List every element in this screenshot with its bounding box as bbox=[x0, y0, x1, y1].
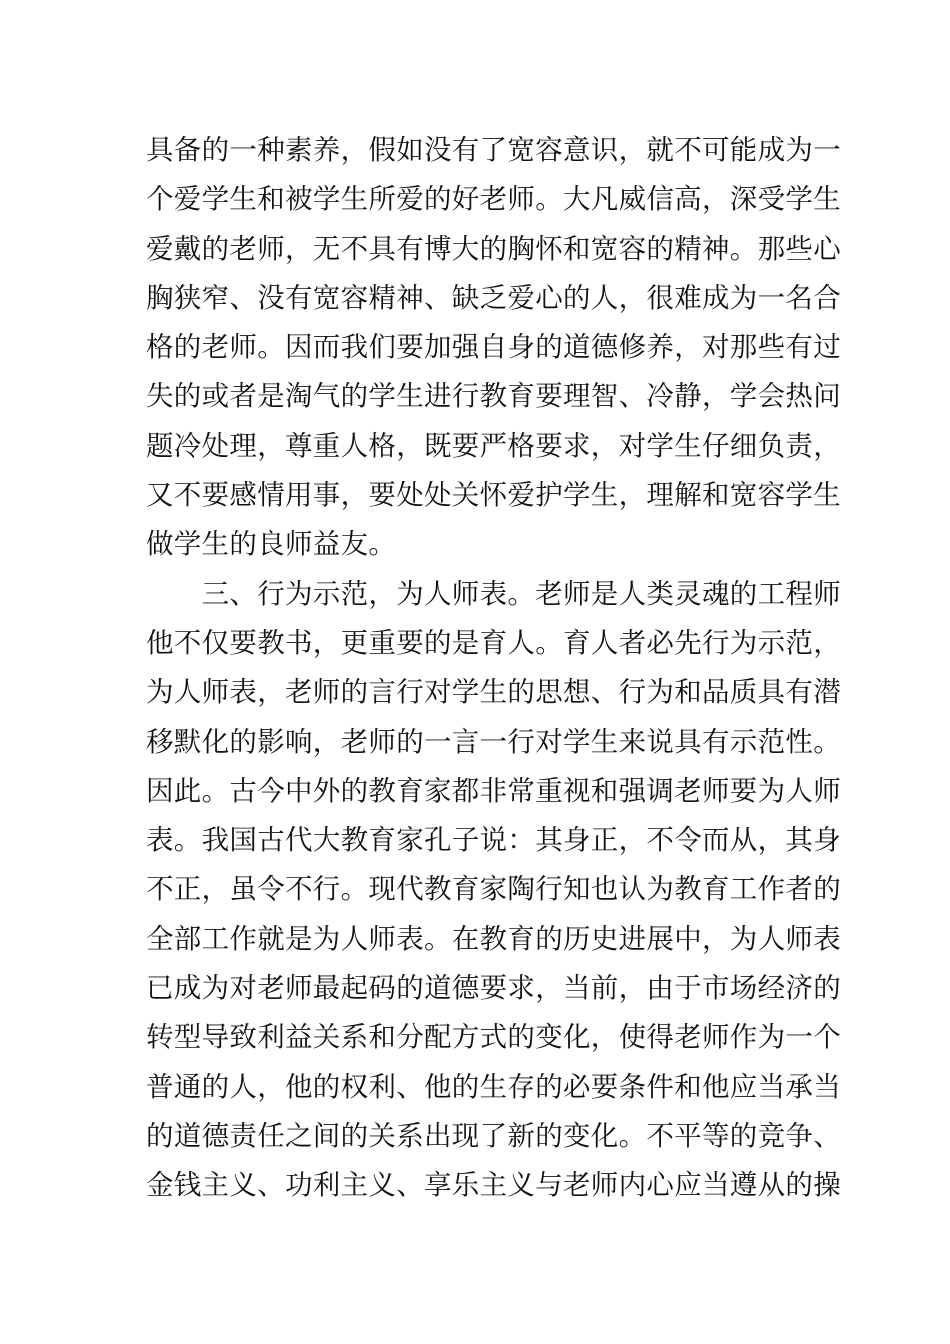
text-line: 题冷处理，尊重人格，既要严格要求，对学生仔细负责， bbox=[146, 429, 841, 462]
text-line: 金钱主义、功利主义、享乐主义与老师内心应当遵从的操 bbox=[146, 1169, 841, 1202]
text-line: 又不要感情用事，要处处关怀爱护学生，理解和宽容学生 bbox=[146, 479, 841, 512]
text-line: 的道德责任之间的关系出现了新的变化。不平等的竞争、 bbox=[146, 1119, 841, 1152]
text-line: 格的老师。因而我们要加强自身的道德修养，对那些有过 bbox=[146, 331, 841, 364]
text-line: 他不仅要教书，更重要的是育人。育人者必先行为示范， bbox=[146, 626, 841, 659]
text-line: 为人师表，老师的言行对学生的思想、行为和品质具有潜 bbox=[146, 676, 841, 709]
text-line: 全部工作就是为人师表。在教育的历史进展中，为人师表 bbox=[146, 922, 841, 955]
text-line: 普通的人，他的权利、他的生存的必要条件和他应当承当 bbox=[146, 1070, 841, 1103]
text-line: 爱戴的老师，无不具有博大的胸怀和宽容的精神。那些心 bbox=[146, 232, 841, 265]
text-line: 已成为对老师最起码的道德要求，当前，由于市场经济的 bbox=[146, 972, 841, 1005]
text-line: 做学生的良师益友。 bbox=[146, 528, 397, 561]
text-line: 因此。古今中外的教育家都非常重视和强调老师要为人师 bbox=[146, 774, 841, 807]
text-line: 移默化的影响，老师的一言一行对学生来说具有示范性。 bbox=[146, 725, 841, 758]
text-line: 转型导致利益关系和分配方式的变化，使得老师作为一个 bbox=[146, 1021, 841, 1054]
text-line: 具备的一种素养，假如没有了宽容意识，就不可能成为一 bbox=[146, 134, 841, 166]
body-text bbox=[146, 126, 841, 1211]
text-line: 不正，虽令不行。现代教育家陶行知也认为教育工作者的 bbox=[146, 873, 841, 906]
text-line: 表。我国古代大教育家孔子说：其身正，不令而从，其身 bbox=[146, 824, 841, 857]
text-line: 失的或者是淘气的学生进行教育要理智、冷静，学会热问 bbox=[146, 380, 841, 413]
text-line: 个爱学生和被学生所爱的好老师。大凡威信高，深受学生 bbox=[146, 183, 841, 216]
text-line: 胸狭窄、没有宽容精神、缺乏爱心的人，很难成为一名合 bbox=[146, 281, 841, 314]
paragraph-start-line: 三、行为示范，为人师表。老师是人类灵魂的工程师 bbox=[146, 577, 841, 610]
